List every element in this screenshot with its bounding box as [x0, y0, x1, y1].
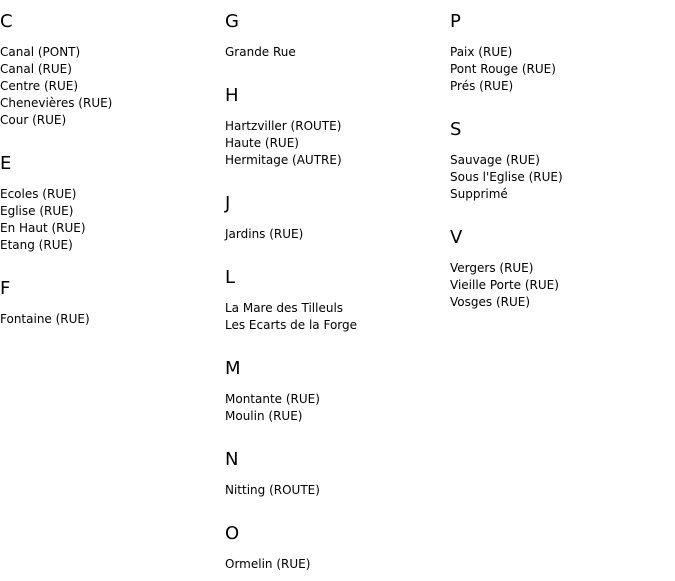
street-link[interactable]: Chenevières (RUE)	[0, 96, 113, 110]
letter-group-n	[225, 438, 435, 499]
street-link[interactable]: Sauvage (RUE)	[450, 153, 540, 167]
street-link[interactable]: Hartzviller (ROUTE)	[225, 119, 342, 133]
letter-group-o	[225, 512, 435, 573]
letter-group-s	[450, 108, 670, 203]
street-link[interactable]: Montante (RUE)	[225, 392, 320, 406]
street-list-item	[225, 44, 435, 61]
letter-heading: L	[225, 267, 236, 288]
street-list-item	[450, 294, 670, 311]
street-list-item	[225, 391, 435, 408]
street-list-item	[450, 61, 670, 78]
street-list-item	[225, 118, 435, 135]
letter-group-g	[225, 0, 435, 61]
street-link[interactable]: En Haut (RUE)	[0, 221, 86, 235]
group-spacer	[225, 243, 435, 256]
street-list-item	[450, 152, 670, 169]
street-list	[225, 226, 435, 243]
street-list-item	[0, 44, 210, 61]
street-list-item	[0, 186, 210, 203]
index-column-3	[450, 0, 670, 311]
street-link[interactable]: Vieille Porte (RUE)	[450, 278, 559, 292]
group-spacer	[225, 169, 435, 182]
group-spacer	[450, 95, 670, 108]
letter-group-j	[225, 182, 435, 243]
street-link[interactable]: Ecoles (RUE)	[0, 187, 77, 201]
street-list	[450, 152, 670, 203]
street-link[interactable]: Fontaine (RUE)	[0, 312, 90, 326]
street-list-item	[450, 78, 670, 95]
street-list	[225, 118, 435, 169]
letter-heading: N	[225, 449, 239, 470]
street-list	[450, 260, 670, 311]
group-spacer	[225, 499, 435, 512]
street-link[interactable]: Etang (RUE)	[0, 238, 73, 252]
index-column-1	[0, 0, 210, 328]
letter-heading: E	[0, 153, 12, 174]
street-list	[0, 186, 210, 254]
street-link[interactable]: Les Ecarts de la Forge	[225, 318, 358, 332]
street-link[interactable]: Nitting (ROUTE)	[225, 483, 320, 497]
letter-group-c	[0, 0, 210, 129]
street-list-item	[0, 311, 210, 328]
letter-group-e	[0, 142, 210, 254]
street-link[interactable]: Centre (RUE)	[0, 79, 79, 93]
letter-heading: C	[0, 11, 13, 32]
street-list	[0, 311, 210, 328]
letter-group-v	[450, 216, 670, 311]
street-link[interactable]: Vergers (RUE)	[450, 261, 534, 275]
street-list-item	[450, 169, 670, 186]
street-list	[225, 556, 435, 573]
letter-heading: S	[450, 119, 462, 140]
letter-heading: G	[225, 11, 239, 32]
letter-heading: V	[450, 227, 463, 248]
street-list-item	[225, 152, 435, 169]
street-list-item	[0, 78, 210, 95]
street-link[interactable]: Grande Rue	[225, 45, 296, 59]
street-link[interactable]: Canal (PONT)	[0, 45, 81, 59]
letter-heading: J	[225, 193, 231, 214]
street-list-item	[0, 61, 210, 78]
street-link[interactable]: Sous l'Eglise (RUE)	[450, 170, 563, 184]
street-list-item	[0, 220, 210, 237]
street-list	[450, 44, 670, 95]
group-spacer	[225, 425, 435, 438]
street-link[interactable]: Canal (RUE)	[0, 62, 72, 76]
street-link[interactable]: Supprimé	[450, 187, 508, 201]
group-spacer	[225, 61, 435, 74]
street-list-item	[450, 260, 670, 277]
street-link[interactable]: Eglise (RUE)	[0, 204, 74, 218]
street-list	[225, 482, 435, 499]
street-list-item	[0, 95, 210, 112]
street-link[interactable]: Cour (RUE)	[0, 113, 67, 127]
letter-group-f	[0, 267, 210, 328]
letter-heading: P	[450, 11, 461, 32]
street-list	[225, 300, 435, 334]
street-link[interactable]: La Mare des Tilleuls	[225, 301, 344, 315]
street-list-item	[225, 300, 435, 317]
street-list	[0, 44, 210, 129]
street-link[interactable]: Vosges (RUE)	[450, 295, 531, 309]
street-list-item	[225, 408, 435, 425]
letter-heading: O	[225, 523, 240, 544]
letter-heading: H	[225, 85, 239, 106]
letter-heading: F	[0, 278, 11, 299]
street-list-item	[0, 112, 210, 129]
letter-group-h	[225, 74, 435, 169]
street-list-item	[450, 186, 670, 203]
street-list	[225, 391, 435, 425]
street-list-item	[0, 237, 210, 254]
street-list-item	[450, 44, 670, 61]
street-list-item	[225, 317, 435, 334]
street-link[interactable]: Paix (RUE)	[450, 45, 513, 59]
street-list-item	[225, 226, 435, 243]
street-list-item	[450, 277, 670, 294]
street-list-item	[0, 203, 210, 220]
street-list-item	[225, 135, 435, 152]
group-spacer	[0, 129, 210, 142]
letter-group-m	[225, 347, 435, 425]
street-list	[225, 44, 435, 61]
street-list-item	[225, 556, 435, 573]
street-link[interactable]: Jardins (RUE)	[225, 227, 304, 241]
group-spacer	[450, 203, 670, 216]
street-link[interactable]: Moulin (RUE)	[225, 409, 303, 423]
street-link[interactable]: Prés (RUE)	[450, 79, 514, 93]
letter-group-l	[225, 256, 435, 334]
street-link[interactable]: Ormelin (RUE)	[225, 557, 311, 571]
street-link[interactable]: Pont Rouge (RUE)	[450, 62, 556, 76]
street-list-item	[225, 482, 435, 499]
index-column-2	[225, 0, 435, 573]
street-link[interactable]: Hermitage (AUTRE)	[225, 153, 342, 167]
letter-group-p	[450, 0, 670, 95]
group-spacer	[0, 254, 210, 267]
group-spacer	[225, 334, 435, 347]
letter-heading: M	[225, 358, 241, 379]
street-link[interactable]: Haute (RUE)	[225, 136, 299, 150]
